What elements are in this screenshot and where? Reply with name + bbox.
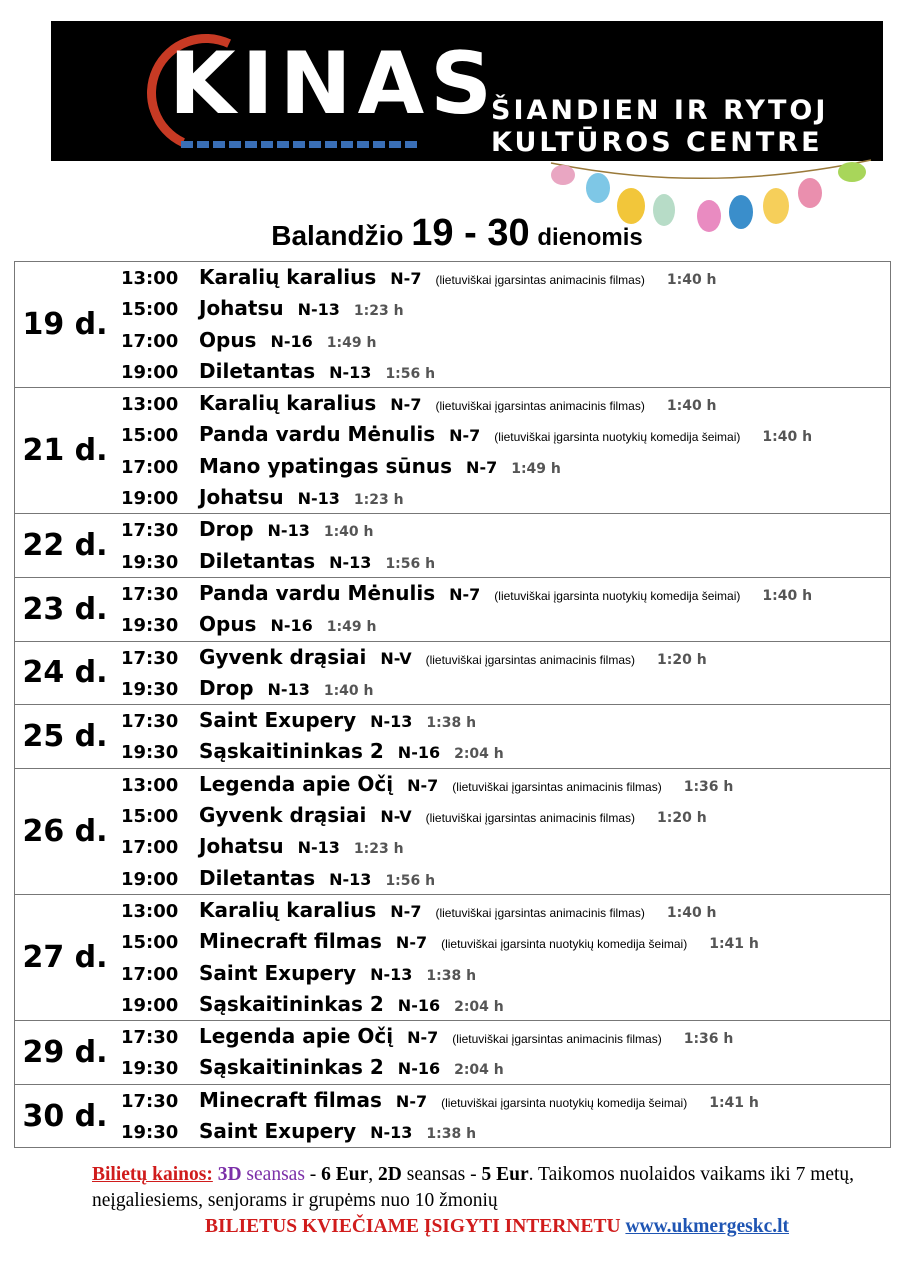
day-row <box>15 1084 891 1148</box>
discount-text: . Taikomos nuolaidos vaikams iki 7 metų, neįgaliesiems, senjorams ir grupėms nuo 10 žmonių <box>92 1164 855 1211</box>
film-note: (lietuviškai įgarsintas animacinis filmas) <box>452 1032 662 1047</box>
age-rating: N-V <box>380 807 412 827</box>
film-title: Legenda apie Očį <box>199 771 394 796</box>
age-rating: N-16 <box>397 743 441 763</box>
film-duration: 2:04 h <box>454 998 504 1015</box>
screening-time: 19:30 <box>121 742 179 764</box>
tagline <box>491 95 828 159</box>
age-rating: N-7 <box>395 1091 428 1111</box>
film-duration: 1:56 h <box>385 555 436 572</box>
age-rating: N-7 <box>390 395 422 415</box>
screening-row <box>115 705 890 736</box>
film-title: Legenda apie Očį <box>199 1024 394 1049</box>
screening-row <box>115 546 890 577</box>
film-note: (lietuviškai įgarsintas animacinis filmas) <box>435 399 645 414</box>
title-suffix: dienomis <box>537 224 643 251</box>
film-duration: 1:23 h <box>353 303 404 320</box>
screening-time: 13:00 <box>121 900 179 922</box>
age-rating: N-16 <box>397 995 441 1015</box>
screening-row <box>115 863 890 894</box>
tagline-line-1: ŠIANDIEN IR RYTOJ <box>491 95 829 126</box>
screenings-list <box>115 577 891 641</box>
film-title: Panda vardu Mėnulis <box>199 422 436 447</box>
screening-time: 19:00 <box>121 361 179 383</box>
film-title: Karalių karalius <box>199 265 377 289</box>
screening-time: 19:00 <box>121 488 179 510</box>
film-note: (lietuviškai įgarsinta nuotykių komedija šeimai) <box>441 1095 688 1110</box>
day-row <box>15 262 891 388</box>
film-title: Gyvenk drąsiai <box>199 803 367 828</box>
film-duration: 1:41 h <box>709 1094 759 1111</box>
screening-time: 17:30 <box>121 520 179 542</box>
screening-row <box>115 831 890 862</box>
day-label: 25 d. <box>15 705 116 769</box>
film-title: Diletantas <box>199 548 316 573</box>
age-rating: N-7 <box>449 584 481 604</box>
film-duration: 1:38 h <box>426 715 477 732</box>
screenings-list <box>115 641 891 705</box>
screenings-list <box>115 514 891 578</box>
film-title: Saint Exupery <box>199 708 357 733</box>
screening-time: 17:00 <box>121 456 179 478</box>
film-duration: 1:56 h <box>385 872 436 889</box>
film-duration: 1:40 h <box>666 904 717 921</box>
label-2d: 2D <box>378 1164 402 1185</box>
day-label: 30 d. <box>15 1084 116 1148</box>
film-duration: 1:41 h <box>709 936 759 953</box>
day-label: 21 d. <box>15 388 116 514</box>
screening-row <box>115 451 890 482</box>
age-rating: N-13 <box>329 869 372 889</box>
age-rating: N-16 <box>270 616 313 636</box>
day-label: 29 d. <box>15 1021 116 1085</box>
screening-row <box>115 262 890 293</box>
day-label: 26 d. <box>15 768 116 894</box>
day-label: 24 d. <box>15 641 116 705</box>
film-title: Opus <box>199 612 257 637</box>
film-title: Panda vardu Mėnulis <box>199 580 436 605</box>
kinas-logo: KINAS <box>169 34 499 134</box>
age-rating: N-13 <box>297 838 340 858</box>
screening-row <box>115 1021 890 1052</box>
age-rating: N-V <box>380 648 412 668</box>
screening-row <box>115 1085 890 1116</box>
film-duration: 1:40 h <box>762 587 813 604</box>
day-row <box>15 514 891 578</box>
day-label: 19 d. <box>15 262 116 388</box>
film-title: Sąskaitininkas 2 <box>199 739 384 764</box>
screening-time: 19:30 <box>121 1122 179 1144</box>
film-title: Karalių karalius <box>199 897 377 922</box>
screening-time: 13:00 <box>121 268 179 289</box>
prices-label: Bilietų kainos: <box>92 1164 213 1185</box>
tagline-line-2: KULTŪROS CENTRE <box>491 127 823 158</box>
film-duration: 1:36 h <box>683 778 734 795</box>
film-title: Johatsu <box>199 834 284 859</box>
screening-time: 19:30 <box>121 551 179 573</box>
film-duration: 2:04 h <box>454 746 504 763</box>
age-rating: N-13 <box>329 362 372 382</box>
film-duration: 1:20 h <box>657 810 707 827</box>
film-duration: 1:40 h <box>666 272 717 288</box>
film-note: (lietuviškai įgarsinta nuotykių komedija šeimai) <box>494 430 741 445</box>
film-duration: 2:04 h <box>454 1062 504 1079</box>
age-rating: N-13 <box>267 521 310 541</box>
day-row <box>15 894 891 1020</box>
day-row <box>15 577 891 641</box>
screening-row <box>115 642 890 673</box>
screening-row <box>115 419 890 450</box>
film-title: Minecraft filmas <box>199 929 382 954</box>
age-rating: N-13 <box>370 1123 413 1143</box>
film-duration: 1:20 h <box>657 651 707 668</box>
film-duration: 1:40 h <box>666 398 717 415</box>
film-duration: 1:56 h <box>385 365 436 382</box>
film-duration: 1:38 h <box>426 967 477 984</box>
day-label: 22 d. <box>15 514 116 578</box>
title-range: 19 - 30 <box>411 212 530 254</box>
screening-time: 15:00 <box>121 299 179 321</box>
film-title: Drop <box>199 517 254 542</box>
age-rating: N-13 <box>370 964 413 984</box>
film-title: Saint Exupery <box>199 960 357 985</box>
film-duration: 1:40 h <box>323 524 374 541</box>
dash-3d: - <box>304 1164 322 1185</box>
film-duration: 1:36 h <box>683 1031 734 1048</box>
page-title <box>0 212 914 255</box>
age-rating: N-16 <box>270 331 313 351</box>
screenings-list <box>115 705 891 769</box>
day-row <box>15 641 891 705</box>
film-duration: 1:23 h <box>353 841 404 858</box>
film-title: Diletantas <box>199 865 316 890</box>
screening-time: 13:00 <box>121 774 179 796</box>
seansas-2d: seansas - <box>401 1164 482 1185</box>
age-rating: N-7 <box>390 901 422 921</box>
screening-time: 17:00 <box>121 330 179 352</box>
film-title: Johatsu <box>199 485 284 510</box>
age-rating: N-7 <box>390 269 422 288</box>
price-sep: , <box>368 1164 379 1185</box>
screening-time: 17:00 <box>121 963 179 985</box>
price-2d: 5 Eur <box>481 1164 529 1185</box>
film-duration: 1:23 h <box>353 492 404 509</box>
screening-row <box>115 514 890 545</box>
screening-time: 15:00 <box>121 932 179 954</box>
screenings-list <box>115 262 891 388</box>
header-banner <box>51 21 883 161</box>
age-rating: N-16 <box>397 1059 441 1079</box>
day-label: 27 d. <box>15 894 116 1020</box>
screening-row <box>115 958 890 989</box>
film-title: Johatsu <box>199 296 284 321</box>
cta-line <box>92 1214 902 1240</box>
screening-time: 13:00 <box>121 394 179 416</box>
screening-time: 15:00 <box>121 806 179 828</box>
screening-row <box>115 1052 890 1083</box>
film-note: (lietuviškai įgarsintas animacinis filmas) <box>435 905 645 920</box>
screening-row <box>115 482 890 513</box>
screening-time: 19:30 <box>121 678 179 700</box>
film-duration: 1:49 h <box>326 334 377 351</box>
film-title: Sąskaitininkas 2 <box>199 1055 384 1080</box>
day-row <box>15 1021 891 1085</box>
screening-row <box>115 769 890 800</box>
screening-time: 15:00 <box>121 425 179 447</box>
screening-time: 17:30 <box>121 647 179 669</box>
screening-row <box>115 578 890 609</box>
age-rating: N-7 <box>395 933 428 953</box>
screening-row <box>115 1116 890 1147</box>
film-note: (lietuviškai įgarsintas animacinis filmas) <box>425 811 635 826</box>
day-row <box>15 705 891 769</box>
screenings-list <box>115 768 891 894</box>
screening-time: 17:30 <box>121 1090 179 1112</box>
screening-row <box>115 356 890 387</box>
screenings-list <box>115 388 891 514</box>
screening-row <box>115 609 890 640</box>
film-duration: 1:40 h <box>762 429 813 446</box>
age-rating: N-13 <box>297 489 340 509</box>
screening-time: 17:30 <box>121 583 179 605</box>
age-rating: N-13 <box>267 679 310 699</box>
screening-row <box>115 895 890 926</box>
age-rating: N-7 <box>449 426 481 446</box>
screening-row <box>115 673 890 704</box>
prices-line <box>92 1162 902 1214</box>
film-note: (lietuviškai įgarsintas animacinis filmas) <box>435 273 645 287</box>
film-title: Opus <box>199 327 257 352</box>
screening-row <box>115 989 890 1020</box>
day-row <box>15 388 891 514</box>
film-note: (lietuviškai įgarsinta nuotykių komedija šeimai) <box>494 588 741 603</box>
screenings-list <box>115 1084 891 1148</box>
film-title: Sąskaitininkas 2 <box>199 991 384 1016</box>
screening-row <box>115 800 890 831</box>
title-prefix: Balandžio <box>271 220 404 251</box>
schedule-table <box>14 261 891 1148</box>
film-note: (lietuviškai įgarsintas animacinis filmas) <box>425 652 635 667</box>
age-rating: N-13 <box>297 300 340 320</box>
film-title: Minecraft filmas <box>199 1087 382 1112</box>
footer <box>92 1162 902 1240</box>
cta-text: BILIETUS KVIEČIAME ĮSIGYTI INTERNETU <box>204 1216 626 1237</box>
screening-row <box>115 736 890 767</box>
film-note: (lietuviškai įgarsinta nuotykių komedija šeimai) <box>441 937 688 952</box>
film-title: Drop <box>199 675 254 700</box>
day-row <box>15 768 891 894</box>
screening-row <box>115 325 890 356</box>
age-rating: N-7 <box>407 1028 439 1048</box>
screening-time: 17:00 <box>121 837 179 859</box>
screening-time: 19:00 <box>121 868 179 890</box>
screenings-list <box>115 1021 891 1085</box>
screening-row <box>115 926 890 957</box>
screening-time: 17:30 <box>121 1027 179 1049</box>
screening-time: 19:30 <box>121 1058 179 1080</box>
age-rating: N-7 <box>466 457 498 477</box>
logo-dot-strip <box>181 141 421 148</box>
age-rating: N-13 <box>329 552 372 572</box>
screening-row <box>115 388 890 419</box>
film-note: (lietuviškai įgarsintas animacinis filmas) <box>452 779 662 794</box>
website-link[interactable]: www.ukmergeskc.lt <box>625 1216 790 1237</box>
film-duration: 1:38 h <box>426 1126 477 1143</box>
age-rating: N-13 <box>370 712 413 732</box>
seansas-3d: seansas <box>241 1164 305 1185</box>
film-title: Mano ypatingas sūnus <box>199 453 453 478</box>
price-3d: 6 Eur <box>321 1164 369 1185</box>
screening-time: 19:00 <box>121 994 179 1016</box>
film-title: Diletantas <box>199 358 316 383</box>
age-rating: N-7 <box>407 775 439 795</box>
film-title: Gyvenk drąsiai <box>199 644 367 669</box>
screening-row <box>115 293 890 324</box>
screening-time: 17:30 <box>121 711 179 733</box>
film-title: Saint Exupery <box>199 1119 357 1144</box>
day-label: 23 d. <box>15 577 116 641</box>
screening-time: 19:30 <box>121 615 179 637</box>
film-duration: 1:40 h <box>323 682 374 699</box>
film-duration: 1:49 h <box>326 619 377 636</box>
film-duration: 1:49 h <box>511 460 561 477</box>
film-title: Karalių karalius <box>199 391 377 416</box>
label-3d: 3D <box>217 1164 242 1185</box>
screenings-list <box>115 894 891 1020</box>
